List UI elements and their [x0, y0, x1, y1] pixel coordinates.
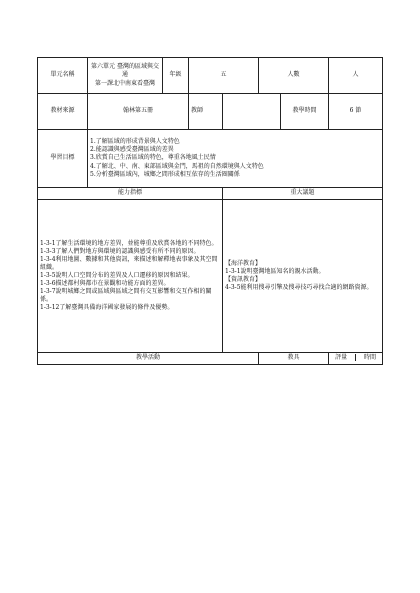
indicators-header-row: [38, 188, 383, 200]
teacher-value: [223, 94, 281, 130]
footer-time-label: 時間: [363, 354, 376, 362]
issue-item: 1-3-1說明臺灣地區知名的親水活動。: [225, 267, 325, 275]
objective-item: 3.欣賞自己生活區域的特色，尊重各地風土民情: [90, 154, 216, 162]
time-label: 教學時間: [281, 94, 329, 130]
count-label: 人數: [259, 58, 329, 94]
column-divider: [355, 354, 356, 361]
assessment-label: 評量: [335, 354, 348, 362]
ability-list: [38, 200, 223, 353]
issues-list: [223, 200, 383, 353]
footer-cell: [329, 353, 383, 365]
objective-item: 2.能認識與感受臺灣區域的差異: [90, 146, 174, 154]
ability-item: 1-3-5說明人口空間分布的差異及人口遷移的原因和結果。: [40, 271, 194, 279]
count-value: 人: [329, 58, 383, 94]
grade-label: 年級: [163, 58, 189, 94]
activity-label: 教學活動: [38, 353, 259, 365]
indicators-row: [38, 200, 383, 353]
objective-item: 4.了解北、中、南、東部區域與金門，馬祖的自然環境與人文特色: [90, 162, 264, 170]
objectives-label: 學習目標: [38, 130, 88, 188]
issue-item: 4-3-5能利用搜尋引擎及搜尋技巧尋找合適的網路資源。: [225, 284, 373, 292]
unit-label: 單元名稱: [38, 58, 88, 94]
time-value: 6 節: [329, 94, 383, 130]
objective-item: 5.分析臺灣區域內，城鄉之間形成相互依存的生活圈關係: [90, 170, 240, 178]
ability-header: 能力指標: [38, 188, 223, 200]
unit-name: [88, 58, 163, 94]
unit-name-line1: 第六單元 臺灣的區域與交通: [91, 63, 159, 79]
issues-header: 重大議題: [223, 188, 383, 200]
objective-item: 1.了解區域的形成背景與人文特色: [90, 138, 180, 146]
source-row: [38, 94, 383, 130]
ability-item: 1-3-6描述都村與都市在景觀和功能方面的差異。: [40, 280, 170, 288]
lesson-plan-table: [37, 57, 383, 365]
objectives-list: [88, 130, 383, 188]
issue-item: 【海洋教育】: [225, 259, 262, 267]
source-label: 教材來源: [38, 94, 88, 130]
tools-label: 教具: [259, 353, 329, 365]
issue-item: 【資訊教育】: [225, 276, 262, 283]
ability-item: 1-3-3了解人們對地方與環境的認識與感受有所不同的原因。: [40, 247, 200, 255]
ability-item: 1-3-12了解臺灣具備海洋國家發展的條件及優勢。: [40, 304, 174, 312]
activity-header-row: [38, 353, 383, 365]
ability-item: 1-3-7說明城鄉之間或區域與區域之間有交互影響和交互作相的關係。: [40, 288, 212, 304]
source-value: 翰林第五冊: [88, 94, 189, 130]
unit-name-line2: 第一課北中南東看臺灣: [94, 79, 155, 87]
unit-row: [38, 58, 383, 94]
teacher-label: 教師: [189, 94, 223, 130]
ability-item: 1-3-1了解生活環境的地方差異，並能尊重及欣賞各地的不同特色。: [40, 239, 218, 247]
ability-item: 1-3-4利用地圖、數據和其他資訊，來描述和解釋地表事象及其空間組織。: [40, 255, 218, 271]
grade-value: 五: [189, 58, 259, 94]
objectives-row: [38, 130, 383, 188]
